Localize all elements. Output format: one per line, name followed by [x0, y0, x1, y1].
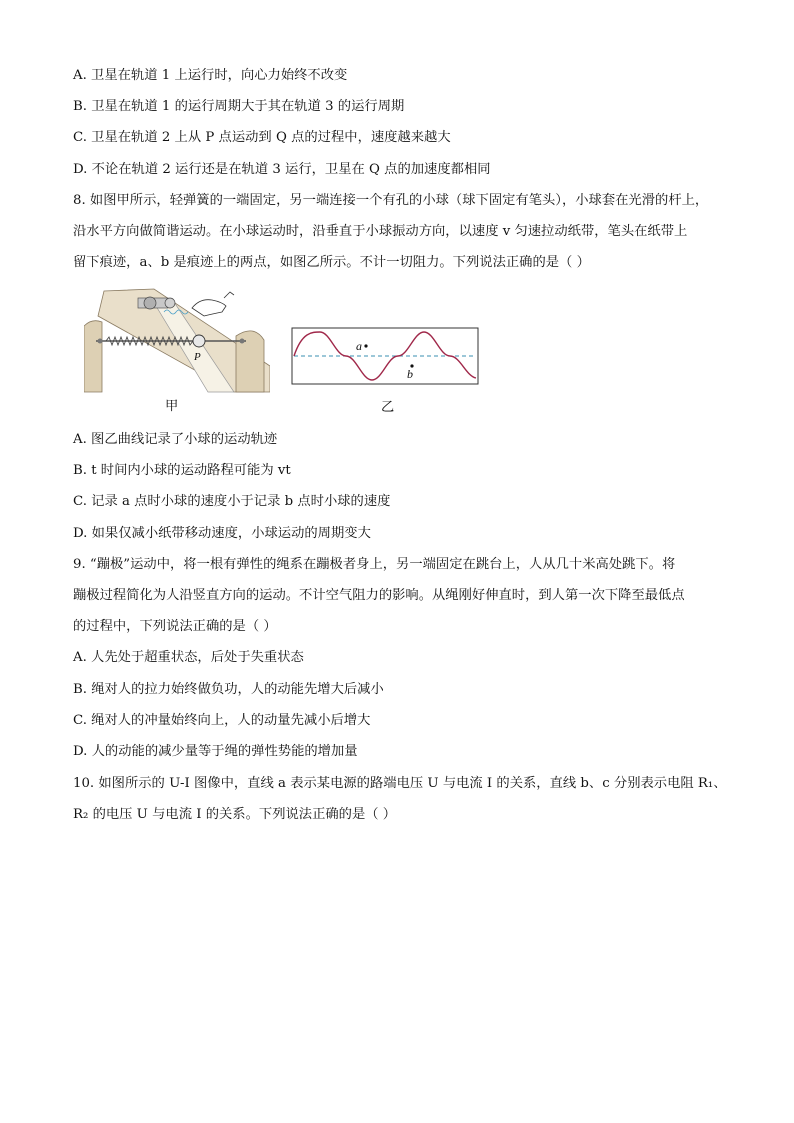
q8-stem-line2: 沿水平方向做简谐运动。在小球运动时，沿垂直于小球振动方向，以速度 v 匀速拉动纸带，笔头在纸带上 — [73, 224, 688, 239]
q8-stem-line1: 8. 如图甲所示，轻弹簧的一端固定，另一端连接一个有孔的小球（球下固定有笔头），小球套在光滑的杆上， — [73, 193, 709, 208]
q7-option-d: D. 不论在轨道 2 运行还是在轨道 3 运行，卫星在 Q 点的加速度都相同 — [73, 162, 491, 177]
q9-option-d: D. 人的动能的减少量等于绳的弹性势能的增加量 — [73, 744, 358, 759]
figure-yi-trace — [290, 326, 480, 386]
q10-stem-line1: 10. 如图所示的 U-I 图像中，直线 a 表示某电源的路端电压 U 与电流 I 的关系，直线 b、c 分别表示电阻 R₁、 — [73, 776, 727, 791]
q10-stem-line2: R₂ 的电压 U 与电流 I 的关系。下列说法正确的是（ ） — [73, 807, 397, 822]
figure-jia-apparatus — [84, 288, 270, 396]
q9-stem-line3: 的过程中，下列说法正确的是（ ） — [73, 619, 277, 634]
q8-option-b: B. t 时间内小球的运动路程可能为 vt — [73, 463, 291, 478]
label-a: a — [356, 339, 362, 353]
q7-option-a: A. 卫星在轨道 1 上运行时，向心力始终不改变 — [73, 68, 348, 83]
q9-option-c: C. 绳对人的冲量始终向上，人的动量先减小后增大 — [73, 713, 371, 728]
q8-stem-line3: 留下痕迹，a、b 是痕迹上的两点，如图乙所示。不计一切阻力。下列说法正确的是（ ） — [73, 255, 590, 270]
q7-option-c: C. 卫星在轨道 2 上从 P 点运动到 Q 点的过程中，速度越来越大 — [73, 130, 451, 145]
label-p: P — [194, 351, 201, 363]
label-b: b — [407, 367, 413, 381]
q9-option-a: A. 人先处于超重状态，后处于失重状态 — [73, 650, 304, 665]
q8-option-c: C. 记录 a 点时小球的速度小于记录 b 点时小球的速度 — [73, 494, 391, 509]
q9-stem-line1: 9. “蹦极”运动中，将一根有弹性的绳系在蹦极者身上，另一端固定在跳台上，人从几十米高处跳下。将 — [73, 557, 676, 572]
q8-option-a: A. 图乙曲线记录了小球的运动轨迹 — [73, 432, 278, 447]
q7-option-b: B. 卫星在轨道 1 的运行周期大于其在轨道 3 的运行周期 — [73, 99, 405, 114]
figure-jia-caption: 甲 — [165, 399, 179, 414]
q8-option-d: D. 如果仅减小纸带移动速度，小球运动的周期变大 — [73, 526, 371, 541]
q9-option-b: B. 绳对人的拉力始终做负功，人的动能先增大后减小 — [73, 682, 384, 697]
q9-stem-line2: 蹦极过程简化为人沿竖直方向的运动。不计空气阻力的影响。从绳刚好伸直时，到人第一次下降至最低点 — [73, 588, 685, 603]
figure-yi-caption: 乙 — [381, 400, 395, 415]
